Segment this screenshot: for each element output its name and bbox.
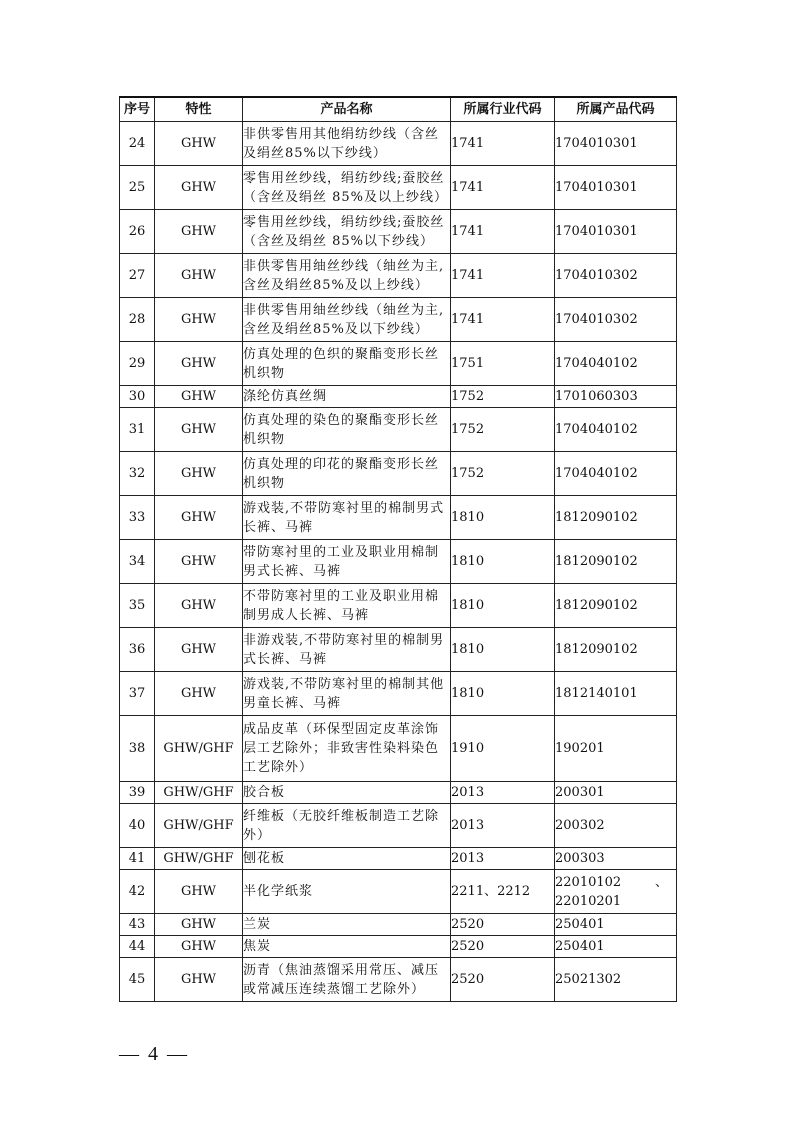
table-row xyxy=(120,672,677,716)
row-product-code: 250401 xyxy=(555,914,677,936)
row-index: 28 xyxy=(120,298,155,342)
row-index: 27 xyxy=(120,254,155,298)
table-row xyxy=(120,540,677,584)
row-product-name: 零售用丝纱线，绢纺纱线;蚕胶丝（含丝及绢丝 85%以下纱线） xyxy=(243,210,451,254)
table-row xyxy=(120,298,677,342)
row-product-code: 1704040102 xyxy=(555,408,677,452)
table-row xyxy=(120,386,677,408)
table-row xyxy=(120,408,677,452)
row-characteristic: GHW xyxy=(155,584,243,628)
row-characteristic: GHW xyxy=(155,254,243,298)
table-row xyxy=(120,958,677,1002)
row-industry-code: 1810 xyxy=(451,584,555,628)
row-product-name: 带防寒衬里的工业及职业用棉制男式长裤、马裤 xyxy=(243,540,451,584)
row-index: 40 xyxy=(120,804,155,848)
row-characteristic: GHW xyxy=(155,540,243,584)
table-row xyxy=(120,210,677,254)
row-industry-code: 1741 xyxy=(451,254,555,298)
row-index: 26 xyxy=(120,210,155,254)
row-industry-code: 1741 xyxy=(451,298,555,342)
row-characteristic: GHW/GHF xyxy=(155,848,243,870)
table-row xyxy=(120,848,677,870)
row-index: 42 xyxy=(120,870,155,914)
header-product-code: 所属产品代码 xyxy=(555,97,677,122)
row-industry-code: 2211、2212 xyxy=(451,870,555,914)
row-characteristic: GHW xyxy=(155,914,243,936)
row-industry-code: 2013 xyxy=(451,782,555,804)
table-row xyxy=(120,166,677,210)
row-index: 35 xyxy=(120,584,155,628)
row-characteristic: GHW xyxy=(155,342,243,386)
table-row xyxy=(120,804,677,848)
row-characteristic: GHW xyxy=(155,870,243,914)
row-product-code: 1812140101 xyxy=(555,672,677,716)
row-product-name: 游戏装,不带防寒衬里的棉制其他男童长裤、马裤 xyxy=(243,672,451,716)
row-product-code: 1704010302 xyxy=(555,298,677,342)
row-product-name: 零售用丝纱线，绢纺纱线;蚕胶丝（含丝及绢丝 85%及以上纱线） xyxy=(243,166,451,210)
table-row xyxy=(120,452,677,496)
table-row xyxy=(120,254,677,298)
row-product-code: 1704010302 xyxy=(555,254,677,298)
row-index: 44 xyxy=(120,936,155,958)
row-industry-code: 1741 xyxy=(451,166,555,210)
row-characteristic: GHW xyxy=(155,958,243,1002)
header-characteristic: 特性 xyxy=(155,97,243,122)
row-product-code: 1812090102 xyxy=(555,584,677,628)
row-characteristic: GHW xyxy=(155,408,243,452)
row-characteristic: GHW xyxy=(155,936,243,958)
row-industry-code: 1752 xyxy=(451,408,555,452)
row-product-name: 焦炭 xyxy=(243,936,451,958)
row-product-name: 非供零售用䌷丝纱线（䌷丝为主,含丝及绢丝85%及以下纱线） xyxy=(243,298,451,342)
table-row xyxy=(120,782,677,804)
row-index: 24 xyxy=(120,122,155,166)
row-product-name: 沥青（焦油蒸馏采用常压、减压或常减压连续蒸馏工艺除外） xyxy=(243,958,451,1002)
row-characteristic: GHW xyxy=(155,496,243,540)
table-row xyxy=(120,914,677,936)
row-product-code xyxy=(555,870,677,914)
row-product-name: 非游戏装,不带防寒衬里的棉制男式长裤、马裤 xyxy=(243,628,451,672)
row-product-name: 游戏装,不带防寒衬里的棉制男式长裤、马裤 xyxy=(243,496,451,540)
row-product-code: 200302 xyxy=(555,804,677,848)
row-product-name: 成品皮革（环保型固定皮革涂饰层工艺除外；非致害性染料染色工艺除外） xyxy=(243,716,451,782)
row-product-code: 25021302 xyxy=(555,958,677,1002)
row-industry-code: 1752 xyxy=(451,386,555,408)
row-product-code: 1812090102 xyxy=(555,540,677,584)
row-index: 25 xyxy=(120,166,155,210)
row-index: 32 xyxy=(120,452,155,496)
header-industry-code: 所属行业代码 xyxy=(451,97,555,122)
row-product-code: 1701060303 xyxy=(555,386,677,408)
row-industry-code: 2013 xyxy=(451,848,555,870)
header-index: 序号 xyxy=(120,97,155,122)
row-product-name: 仿真处理的印花的聚酯变形长丝机织物 xyxy=(243,452,451,496)
row-product-code: 1812090102 xyxy=(555,628,677,672)
row-characteristic: GHW xyxy=(155,166,243,210)
table-row xyxy=(120,716,677,782)
row-characteristic: GHW xyxy=(155,452,243,496)
table-row xyxy=(120,870,677,914)
row-product-name: 仿真处理的色织的聚酯变形长丝机织物 xyxy=(243,342,451,386)
row-product-code: 250401 xyxy=(555,936,677,958)
row-product-code: 1704040102 xyxy=(555,452,677,496)
product-code-separator: 、 xyxy=(654,874,668,890)
row-product-name: 非供零售用其他绢纺纱线（含丝及绢丝85%以下纱线） xyxy=(243,122,451,166)
row-index: 30 xyxy=(120,386,155,408)
row-product-code: 1704010301 xyxy=(555,122,677,166)
row-index: 34 xyxy=(120,540,155,584)
row-characteristic: GHW xyxy=(155,298,243,342)
row-industry-code: 1741 xyxy=(451,210,555,254)
row-industry-code: 2520 xyxy=(451,958,555,1002)
row-industry-code: 1751 xyxy=(451,342,555,386)
row-product-code: 1704010301 xyxy=(555,210,677,254)
row-industry-code: 2520 xyxy=(451,936,555,958)
row-product-name: 纤维板（无胶纤维板制造工艺除外） xyxy=(243,804,451,848)
row-product-code: 1704040102 xyxy=(555,342,677,386)
header-product-name: 产品名称 xyxy=(243,97,451,122)
row-index: 39 xyxy=(120,782,155,804)
row-product-name: 胶合板 xyxy=(243,782,451,804)
row-index: 37 xyxy=(120,672,155,716)
row-industry-code: 2013 xyxy=(451,804,555,848)
row-industry-code: 1741 xyxy=(451,122,555,166)
table-row xyxy=(120,122,677,166)
row-product-name: 涤纶仿真丝绸 xyxy=(243,386,451,408)
row-industry-code: 1752 xyxy=(451,452,555,496)
row-characteristic: GHW xyxy=(155,628,243,672)
row-characteristic: GHW xyxy=(155,672,243,716)
row-product-name: 刨花板 xyxy=(243,848,451,870)
table-row xyxy=(120,936,677,958)
product-code-part: 22010201 xyxy=(555,893,622,909)
row-index: 41 xyxy=(120,848,155,870)
row-characteristic: GHW xyxy=(155,210,243,254)
row-product-name: 半化学纸浆 xyxy=(243,870,451,914)
row-characteristic: GHW/GHF xyxy=(155,716,243,782)
row-index: 31 xyxy=(120,408,155,452)
table-row xyxy=(120,584,677,628)
row-product-code: 1704010301 xyxy=(555,166,677,210)
row-industry-code: 1910 xyxy=(451,716,555,782)
row-product-name: 非供零售用䌷丝纱线（䌷丝为主,含丝及绢丝85%及以上纱线） xyxy=(243,254,451,298)
row-industry-code: 1810 xyxy=(451,540,555,584)
row-characteristic: GHW xyxy=(155,122,243,166)
row-industry-code: 1810 xyxy=(451,628,555,672)
table-row xyxy=(120,496,677,540)
row-industry-code: 1810 xyxy=(451,672,555,716)
row-product-name: 仿真处理的染色的聚酯变形长丝机织物 xyxy=(243,408,451,452)
product-table xyxy=(119,96,677,1002)
row-product-code: 200301 xyxy=(555,782,677,804)
row-index: 33 xyxy=(120,496,155,540)
row-industry-code: 1810 xyxy=(451,496,555,540)
table-row xyxy=(120,342,677,386)
table-header-row xyxy=(120,97,677,122)
row-industry-code: 2520 xyxy=(451,914,555,936)
row-product-code: 190201 xyxy=(555,716,677,782)
table-row xyxy=(120,628,677,672)
row-index: 43 xyxy=(120,914,155,936)
row-product-name: 兰炭 xyxy=(243,914,451,936)
row-index: 45 xyxy=(120,958,155,1002)
row-index: 36 xyxy=(120,628,155,672)
product-code-part: 22010102 xyxy=(555,874,622,890)
row-characteristic: GHW xyxy=(155,386,243,408)
row-characteristic: GHW/GHF xyxy=(155,782,243,804)
row-product-code: 200303 xyxy=(555,848,677,870)
row-characteristic: GHW/GHF xyxy=(155,804,243,848)
row-index: 38 xyxy=(120,716,155,782)
row-product-code: 1812090102 xyxy=(555,496,677,540)
row-product-name: 不带防寒衬里的工业及职业用棉制男成人长裤、马裤 xyxy=(243,584,451,628)
row-index: 29 xyxy=(120,342,155,386)
page-number: — 4 — xyxy=(119,1043,189,1065)
